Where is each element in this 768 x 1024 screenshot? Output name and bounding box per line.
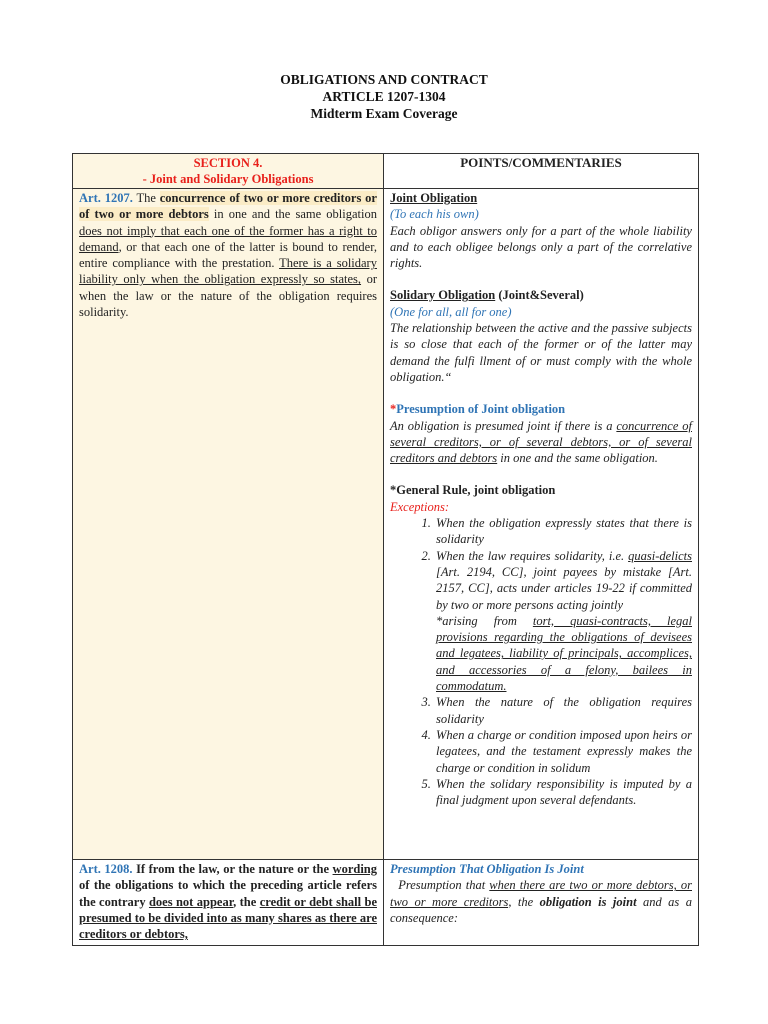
article-1207-cell: [73, 189, 384, 860]
article-1208-commentary: [384, 860, 699, 946]
solidary-obligation-definition: The relationship between the active and the passive subjects is so close that each of the former or of the latter may demand the fulfi llment of or must comply with the whole obligation.“: [390, 321, 692, 384]
section-title: - Joint and Solidary Obligations: [142, 172, 314, 186]
exception-note: *arising from tort, quasi-contracts, legal provisions regarding the obligations of devisees and legatees, liability of principals, accomplices, and accessories of a felony, bailees in commodatum.: [436, 613, 692, 694]
section-number: SECTION 4.: [193, 156, 263, 170]
joint-obligation-definition: Each obligor answers only for a part of the whole liability and to each obligee belongs only a part of the correlative rights.: [390, 223, 692, 271]
list-item: 5. When the solidary responsibility is imputed by a final judgment upon several defendants.: [434, 776, 692, 809]
coverage-note: Midterm Exam Coverage: [310, 106, 458, 121]
list-item: 2. When the law requires solidarity, i.e. quasi-delicts [Art. 2194, CC], joint payees by mistake [Art. 2157, CC], acts under articles 19-22 if committed by two or more persons acting jointly *arising from tort, quasi-contracts, legal provisions regarding the obligations of devisees and legatees, liability of principals, accomplices, and accessories of a felony, bailees in commodatum.: [434, 548, 692, 695]
presumption-text: An obligation is presumed joint if there is a concurrence of several creditors, or of several debtors, or of several creditors and debtors in one and the same obligation.: [390, 418, 692, 466]
presumption-joint-text: Presumption that when there are two or more debtors, or two or more creditors, the obligation is joint and as a consequence:: [390, 878, 692, 925]
presumption-heading: *Presumption of Joint obligation: [390, 402, 566, 417]
article-label: Art. 1208.: [79, 862, 133, 876]
article-range: ARTICLE 1207-1304: [322, 89, 446, 104]
solidary-obligation-heading: Solidary Obligation (Joint&Several): [390, 288, 584, 303]
joint-obligation-motto: (To each his own): [390, 207, 479, 222]
article-label: Art. 1207.: [79, 191, 133, 205]
commentaries-heading: POINTS/COMMENTARIES: [384, 154, 699, 189]
article-1207-commentary: [384, 189, 699, 860]
article-1207-text: Art. 1207. The concurrence of two or more creditors or of two or more debtors in one and the same obligation does not imply that each one of the former has a right to demand, or that each one of the latter is bound to render, entire compliance with the prestation. There is a solidary liability only when the obligation expressly so states, or when the law or the nature of the obligation requires solidarity.: [79, 191, 377, 320]
article-1208-text: Art. 1208. If from the law, or the nature or the wording of the obligations to which the preceding article refers the contrary does not appear, the credit or debt shall be presumed to be divided into as many shares as there are creditors or debtors,: [79, 862, 377, 942]
table-header-row: [73, 154, 699, 189]
document-header: [0, 71, 768, 122]
exceptions-label: Exceptions:: [390, 499, 450, 514]
presumption-joint-title: Presumption That Obligation Is Joint: [390, 862, 584, 876]
obligations-table: [72, 153, 699, 946]
list-item: 4. When a charge or condition imposed upon heirs or legatees, and the testament expressly makes the charge or condition in solidum: [434, 727, 692, 776]
general-rule-heading: *General Rule, joint obligation: [390, 483, 556, 498]
exceptions-list: [390, 515, 692, 808]
section-heading-cell: [73, 154, 384, 189]
article-1208-cell: [73, 860, 384, 946]
solidary-obligation-motto: (One for all, all for one): [390, 304, 512, 319]
list-item: 3. When the nature of the obligation requires solidarity: [434, 694, 692, 727]
table-row: [73, 189, 699, 860]
document-title: OBLIGATIONS AND CONTRACT: [280, 72, 488, 87]
list-item: 1. When the obligation expressly states that there is solidarity: [434, 515, 692, 548]
table-row: [73, 860, 699, 946]
joint-obligation-title: Joint Obligation: [390, 191, 478, 205]
